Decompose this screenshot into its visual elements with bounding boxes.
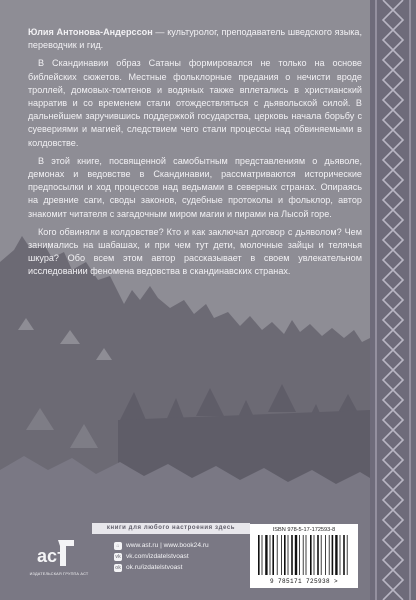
annotation-text xyxy=(28,26,362,284)
author-paragraph xyxy=(28,26,362,52)
logo-caption: ИЗДАТЕЛЬСКАЯ ГРУППА АСТ xyxy=(29,572,89,576)
link-vk[interactable] xyxy=(114,551,209,562)
link-ok[interactable] xyxy=(114,562,209,573)
description-paragraph-3: Кого обвиняли в колдовстве? Кто и как заключал договор с дьяволом? Чем занимались на шабашах, и при чем тут дети, молочные зайцы и телячья шкура? Обо всем этом автор рассказывает в своем увлекательном исследовании феномена ведовства в скандинавских странах. xyxy=(28,226,362,277)
barcode-bar xyxy=(265,535,267,575)
logo-text: аст xyxy=(37,546,66,566)
barcode-bar xyxy=(303,535,304,575)
web-icon: ⌂ xyxy=(114,542,122,550)
barcode-bar xyxy=(321,535,322,575)
barcode-bar xyxy=(306,535,307,575)
publisher-tagline: книги для любого настроения здесь xyxy=(92,523,250,534)
barcode-digits: 9 785171 725938 > xyxy=(269,578,338,585)
publisher-logo xyxy=(28,538,90,584)
barcode-bar xyxy=(272,535,274,575)
barcode-bar xyxy=(284,535,286,575)
barcode-bar xyxy=(299,535,300,575)
barcode-bar xyxy=(258,535,260,575)
barcode-bar xyxy=(281,535,282,575)
barcode-bar xyxy=(314,535,315,575)
barcode-bar xyxy=(340,535,341,575)
link-web[interactable] xyxy=(114,540,209,551)
description-paragraph-2: В этой книге, посвященной самобытным представлениям о дьяволе, демонах и ведовстве в Скандинавии, рассматриваются исторические предпосылки и ход процессов над ведьмами в северных странах. Опираясь на древние саги, своды законов, судебные протоколы и фольклор, автор знакомит читателя с загадочным миром магии и пирами на Лысой горе. xyxy=(28,155,362,219)
author-name: Юлия Антонова-Андерссон xyxy=(28,27,153,37)
barcode-bar xyxy=(332,535,334,575)
link-vk-text: vk.com/izdatelstvoast xyxy=(126,553,189,560)
ast-logo-icon xyxy=(36,538,76,568)
author-bio: — культуролог, преподаватель шведского языка, переводчик и гид. xyxy=(28,27,363,51)
barcode-bar xyxy=(262,535,263,575)
barcode-bar xyxy=(288,535,289,575)
publisher-links xyxy=(114,540,209,573)
barcode-bar xyxy=(347,535,348,575)
barcode-bar xyxy=(317,535,319,575)
isbn-text: ISBN 978-5-17-172593-8 xyxy=(272,527,336,533)
barcode-bar xyxy=(325,535,326,575)
barcode-bar xyxy=(329,535,330,575)
ok-icon: ok xyxy=(115,564,121,571)
barcode xyxy=(256,535,352,579)
barcode-bar xyxy=(270,535,271,575)
vk-icon: vk xyxy=(115,553,121,560)
barcode-bar xyxy=(335,535,337,575)
barcode-bar xyxy=(291,535,293,575)
description-paragraph-1: В Скандинавии образ Сатаны формировался не только на основе библейских сюжетов. Местные фольклорные предания о нечисти вроде троллей, домовых-томтенов и водяных также вплетались в христианский нарратив и со временем стали отождествляться с дьявольской силой. В дальнейшем заручившись поддержкой государства, церковь начала борьбу с суевериями и магией, следствием чего стали процессы над обвиняемыми в колдовстве. xyxy=(28,58,362,148)
link-ok-text: ok.ru/izdatelstvoast xyxy=(126,564,183,571)
barcode-bar xyxy=(277,535,278,575)
barcode-bar xyxy=(310,535,312,575)
barcode-panel xyxy=(250,524,358,588)
barcode-bar xyxy=(343,535,345,575)
ornamental-border xyxy=(370,0,416,600)
link-web-text: www.ast.ru | www.book24.ru xyxy=(126,542,209,549)
barcode-bar xyxy=(295,535,297,575)
